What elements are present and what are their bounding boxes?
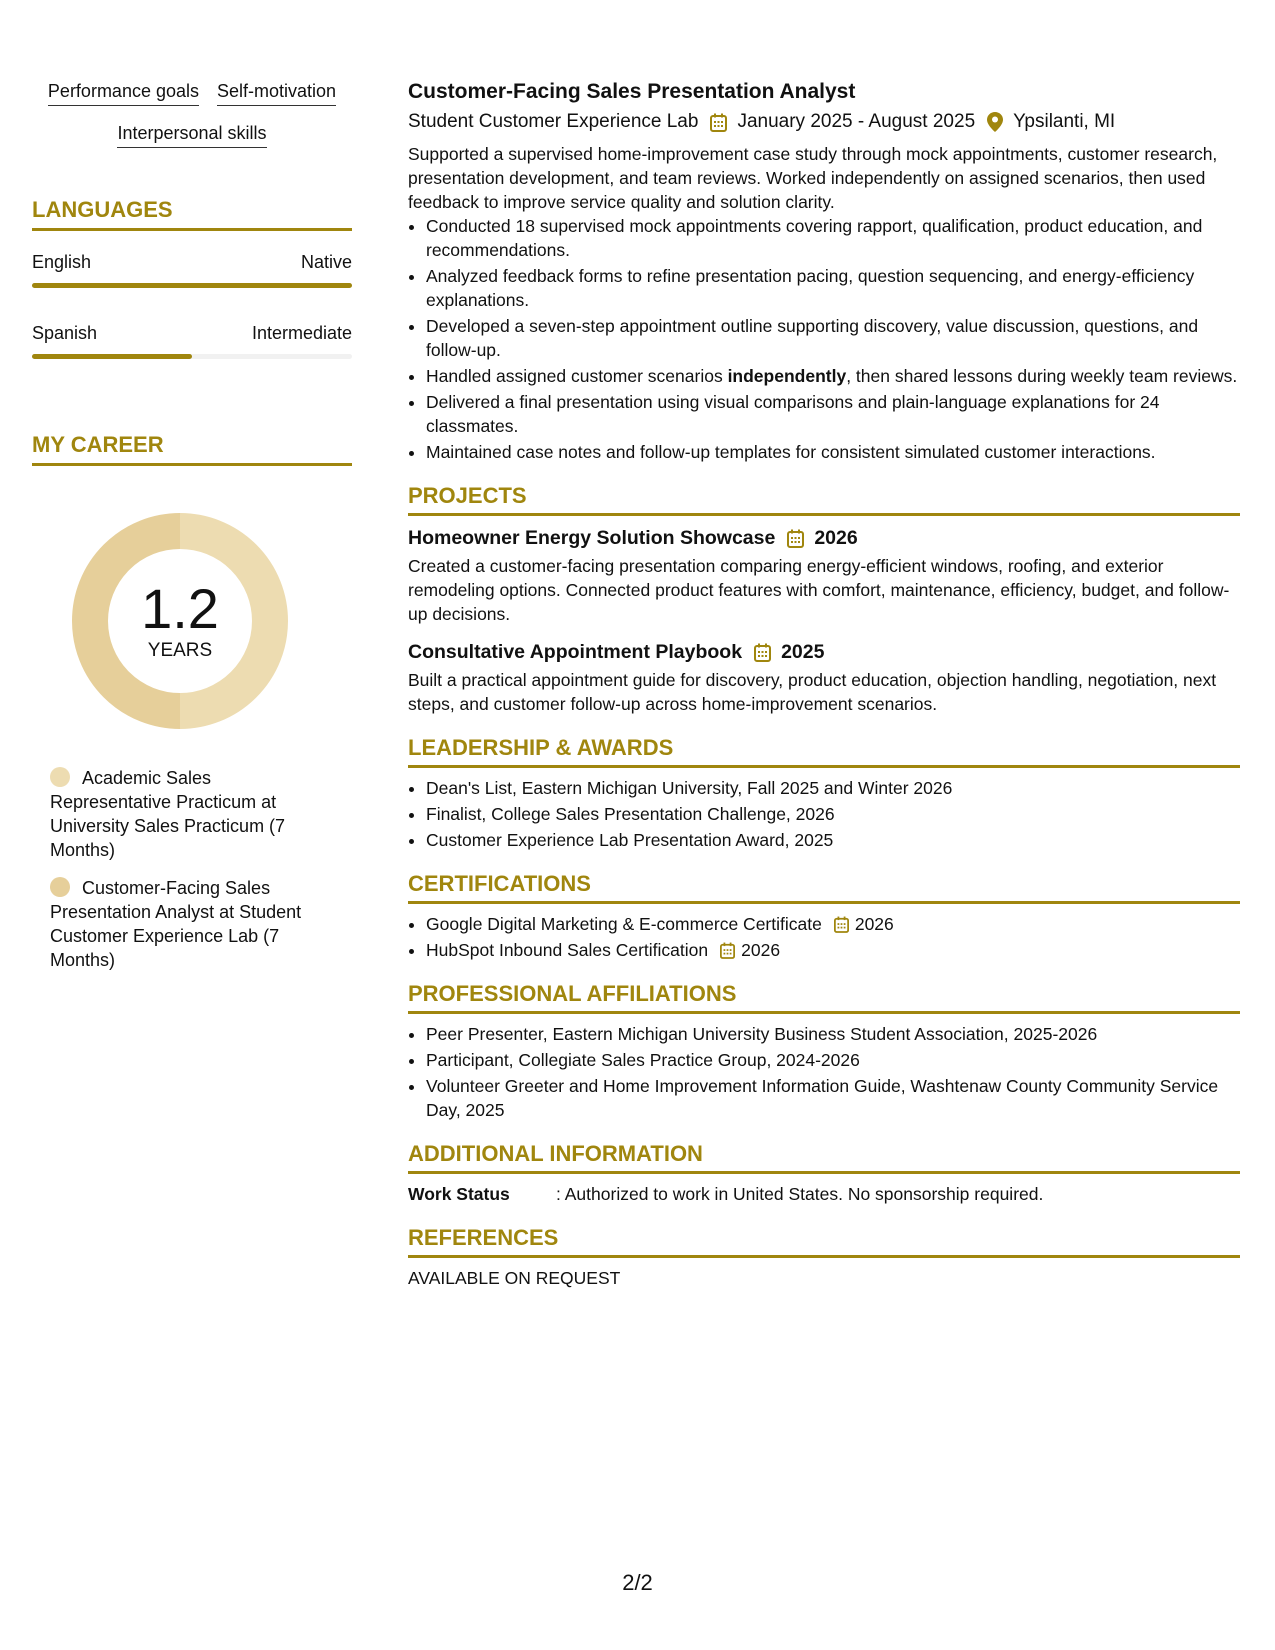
leadership-list [408, 776, 1240, 852]
project-item [408, 524, 1240, 626]
legend-dot [50, 767, 70, 787]
affiliation-item: • Peer Presenter, Eastern Michigan University Business Student Association, 2025-2026 [426, 1022, 1240, 1046]
additional-title: ADDITIONAL INFORMATION [408, 1140, 1240, 1174]
location-pin-icon [987, 112, 1003, 132]
affiliations-list [408, 1022, 1240, 1122]
affiliation-item: • Participant, Collegiate Sales Practice Group, 2024-2026 [426, 1048, 1240, 1072]
legend-item [50, 876, 320, 972]
legend-label: Academic Sales Representative Practicum at University Sales Practicum (7 Months) [50, 768, 286, 860]
skill-tag: Self-motivation [217, 80, 336, 106]
language-spanish [32, 322, 352, 359]
references-text: AVAILABLE ON REQUEST [408, 1268, 621, 1288]
language-bar-fill [32, 283, 352, 288]
career-title: MY CAREER [32, 431, 352, 466]
career-unit: YEARS [147, 640, 213, 661]
project-name: Consultative Appointment Playbook [408, 641, 743, 663]
certification-year: 2026 [741, 940, 781, 960]
skill-tag: Performance goals [48, 80, 199, 106]
language-name: Spanish [32, 323, 98, 343]
language-bar-track [32, 283, 352, 288]
work-status-row [408, 1182, 1240, 1206]
bullet-text: , then shared lessons during weekly team reviews. [846, 366, 1238, 386]
leadership-title: LEADERSHIP & AWARDS [408, 734, 1240, 768]
languages-title: LANGUAGES [32, 196, 352, 231]
certification-item [426, 912, 1240, 936]
career-legend [50, 766, 320, 972]
skill-tag: Interpersonal skills [117, 122, 266, 148]
calendar-icon [720, 942, 735, 959]
certification-year: 2026 [854, 914, 894, 934]
projects-title: PROJECTS [408, 482, 1240, 516]
job-dates: January 2025 - August 2025 [737, 111, 976, 132]
donut-center [65, 506, 295, 736]
language-bar-fill [32, 354, 192, 359]
certification-name: • HubSpot Inbound Sales Certification [426, 940, 709, 960]
job-bullet [426, 364, 1240, 388]
right-column [408, 78, 1240, 1290]
calendar-icon [834, 916, 849, 933]
project-item [408, 638, 1240, 716]
affiliations-title: PROFESSIONAL AFFILIATIONS [408, 980, 1240, 1014]
certification-name: • Google Digital Marketing & E-commerce Certificate [426, 914, 822, 934]
language-name: English [32, 252, 92, 272]
skills-row-2 [32, 122, 352, 148]
left-column [32, 80, 352, 986]
bullet-bold-text: independently [727, 366, 847, 386]
certification-item [426, 938, 1240, 962]
work-status-value: : Authorized to work in United States. No sponsorship required. [556, 1184, 1044, 1204]
affiliation-item: • Volunteer Greeter and Home Improvement Information Guide, Washtenaw County Community Service Day, 2025 [426, 1074, 1240, 1122]
job-location: Ypsilanti, MI [1013, 111, 1116, 132]
page-number: 2/2 [622, 1570, 653, 1595]
language-bar-track [32, 354, 352, 359]
bullet-text: Handled assigned customer scenarios [426, 366, 728, 386]
language-english [32, 251, 352, 288]
certifications-title: CERTIFICATIONS [408, 870, 1240, 904]
job-meta [408, 108, 1240, 136]
job-bullets [408, 214, 1240, 464]
project-name: Homeowner Energy Solution Showcase [408, 527, 776, 549]
calendar-icon [787, 529, 804, 548]
project-year: 2026 [814, 527, 858, 549]
language-level: Native [300, 252, 352, 272]
job-company: Student Customer Experience Lab [408, 111, 699, 132]
work-status-label: Work Status [408, 1184, 510, 1204]
job-bullet: • Developed a seven-step appointment outline supporting discovery, value discussion, questions, and follow-up. [426, 314, 1240, 362]
job-bullet: • Delivered a final presentation using visual comparisons and plain-language explanations for 24 classmates. [426, 390, 1240, 438]
career-years: 1.2 [141, 577, 219, 640]
job-summary: Supported a supervised home-improvement case study through mock appointments, customer research, presentation development, and team reviews. Worked independently on assigned scenarios, then used feedback to improve service quality and solution clarity. [408, 144, 1218, 212]
legend-dot [50, 877, 70, 897]
project-desc: Built a practical appointment guide for discovery, product education, objection handling, negotiation, next steps, and customer follow-up across home-improvement scenarios. [408, 670, 1217, 714]
project-year: 2025 [781, 641, 825, 663]
calendar-icon [710, 113, 727, 132]
leadership-item: • Finalist, College Sales Presentation Challenge, 2026 [426, 802, 1240, 826]
legend-item [50, 766, 320, 862]
calendar-icon [754, 643, 771, 662]
project-desc: Created a customer-facing presentation comparing energy-efficient windows, roofing, and exterior remodeling options. Connected product features with comfort, maintenance, efficiency, budget, and follow-up decisions. [408, 556, 1230, 624]
leadership-item: • Customer Experience Lab Presentation Award, 2025 [426, 828, 1240, 852]
career-donut-chart [65, 506, 295, 736]
references-title: REFERENCES [408, 1224, 1240, 1258]
language-level: Intermediate [251, 323, 352, 343]
skills-row-1 [32, 80, 352, 106]
job-bullet: • Conducted 18 supervised mock appointments covering rapport, qualification, product education, and recommendations. [426, 214, 1240, 262]
job-title: Customer-Facing Sales Presentation Analyst [408, 80, 856, 103]
legend-label: Customer-Facing Sales Presentation Analyst at Student Customer Experience Lab (7 Months) [50, 878, 302, 970]
certifications-list [408, 912, 1240, 962]
leadership-item: • Dean's List, Eastern Michigan University, Fall 2025 and Winter 2026 [426, 776, 1240, 800]
job-bullet: • Maintained case notes and follow-up templates for consistent simulated customer interactions. [426, 440, 1240, 464]
job-bullet: • Analyzed feedback forms to refine presentation pacing, question sequencing, and energy-efficiency explanations. [426, 264, 1240, 312]
